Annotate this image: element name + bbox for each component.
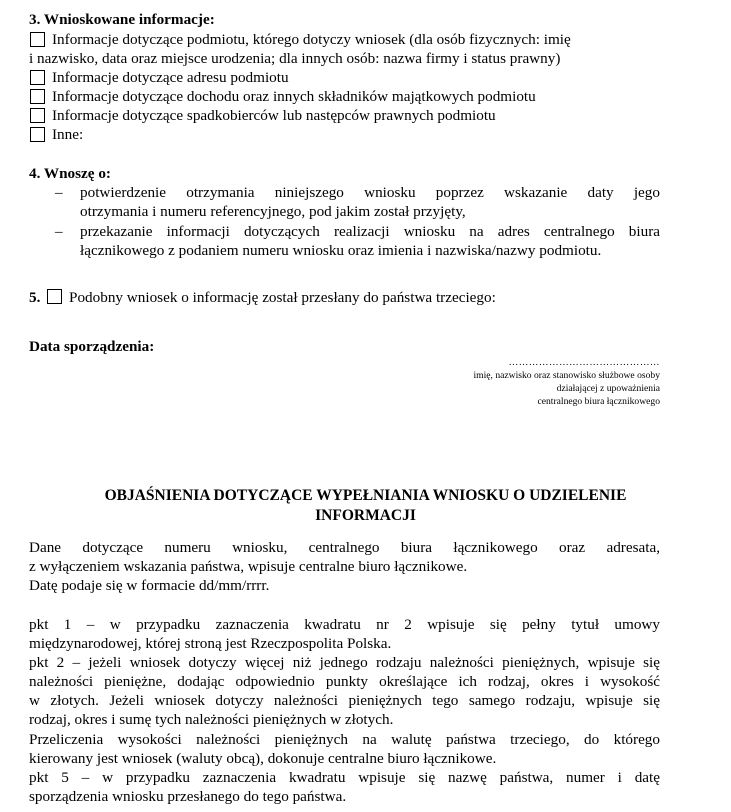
signature-caption-line2: działającej z upoważnienia bbox=[556, 383, 660, 394]
request-confirmation-line2: otrzymania i numeru referencyjnego, pod jakim został przyjęty, bbox=[80, 203, 466, 220]
explanation-conversion-line2: kierowany jest wniosek (waluty obcą), dokonuje centralne biuro łącznikowe. bbox=[29, 750, 497, 767]
request-status-line1: przekazanie informacji dotyczących realizacji wniosku na adres centralnego biura bbox=[80, 223, 660, 240]
explanation-pkt2-line4: rodzaj, okres i sumę tych należności pieniężnych w złotych. bbox=[29, 711, 394, 728]
explanation-pkt2-line3: w złotych. Jeżeli wniosek dotyczy należności pieniężnych tego samego rodzaju, wpisuje się bbox=[29, 692, 660, 709]
request-confirmation-line1: potwierdzenie otrzymania niniejszego wniosku poprzez wskazanie daty jego bbox=[80, 184, 660, 201]
checkbox-heirs-info[interactable] bbox=[30, 108, 45, 123]
explanation-pkt2-line1: pkt 2 – jeżeli wniosek dotyczy więcej niż jednego rodzaju należności pieniężnych, wpisuje się bbox=[29, 654, 660, 671]
section3-heading: 3. Wnioskowane informacje: bbox=[29, 11, 215, 28]
similar-request-text: Podobny wniosek o informację został przesłany do państwa trzeciego: bbox=[69, 289, 496, 306]
explanation-p1-line1: Dane dotyczące numeru wniosku, centralnego biura łącznikowego oraz adresata, bbox=[29, 539, 660, 556]
explanation-pkt5-line2: sporządzenia wniosku przesłanego do tego państwa. bbox=[29, 788, 347, 805]
checkbox-other[interactable] bbox=[30, 127, 45, 142]
explanation-pkt1-line2: międzynarodowej, której stroną jest Rzeczpospolita Polska. bbox=[29, 635, 392, 652]
checkbox-similar-request[interactable] bbox=[47, 289, 62, 304]
option-subject-info-line2: i nazwisko, data oraz miejsce urodzenia; dla innych osób: nazwa firmy i status prawny) bbox=[29, 50, 561, 67]
section5-number: 5. bbox=[29, 289, 41, 306]
explanation-conversion-line1: Przeliczenia wysokości należności pieniężnych na walutę państwa trzeciego, do którego bbox=[29, 731, 660, 748]
dash-bullet: – bbox=[55, 184, 63, 201]
request-status-line2: łącznikowego z podaniem numeru wniosku oraz imienia i nazwiska/nazwy podmiotu. bbox=[80, 242, 602, 259]
dash-bullet: – bbox=[55, 223, 63, 240]
option-other: Inne: bbox=[52, 126, 84, 143]
option-heirs-info: Informacje dotyczące spadkobierców lub następców prawnych podmiotu bbox=[52, 107, 496, 124]
signature-caption-line3: centralnego biura łącznikowego bbox=[537, 396, 660, 407]
explanations-title-line2: INFORMACJI bbox=[315, 507, 416, 524]
signature-line: ……………………………………… bbox=[508, 357, 660, 368]
checkbox-income-info[interactable] bbox=[30, 89, 45, 104]
explanation-p1-line2: z wyłączeniem wskazania państwa, wpisuje centralne biuro łącznikowe. bbox=[29, 558, 468, 575]
checkbox-address-info[interactable] bbox=[30, 70, 45, 85]
section4-heading: 4. Wnoszę o: bbox=[29, 165, 111, 182]
option-subject-info-line1: Informacje dotyczące podmiotu, którego dotyczy wniosek (dla osób fizycznych: imię bbox=[52, 31, 571, 48]
checkbox-subject-info[interactable] bbox=[30, 32, 45, 47]
option-income-info: Informacje dotyczące dochodu oraz innych składników majątkowych podmiotu bbox=[52, 88, 536, 105]
signature-caption-line1: imię, nazwisko oraz stanowisko służbowe osoby bbox=[473, 370, 660, 381]
explanations-title-line1: OBJAŚNIENIA DOTYCZĄCE WYPEŁNIANIA WNIOSKU O UDZIELENIE bbox=[104, 487, 627, 504]
explanation-pkt1-line1: pkt 1 – w przypadku zaznaczenia kwadratu nr 2 wpisuje się pełny tytuł umowy bbox=[29, 616, 660, 633]
explanation-pkt5-line1: pkt 5 – w przypadku zaznaczenia kwadratu wpisuje się nazwę państwa, numer i datę bbox=[29, 769, 660, 786]
explanation-pkt2-line2: należności pieniężne, dodając odpowiednio punkty określające ich rodzaj, okres i wysokość bbox=[29, 673, 660, 690]
option-address-info: Informacje dotyczące adresu podmiotu bbox=[52, 69, 289, 86]
date-label: Data sporządzenia: bbox=[29, 338, 155, 355]
explanation-p1-line3: Datę podaje się w formacie dd/mm/rrrr. bbox=[29, 577, 270, 594]
